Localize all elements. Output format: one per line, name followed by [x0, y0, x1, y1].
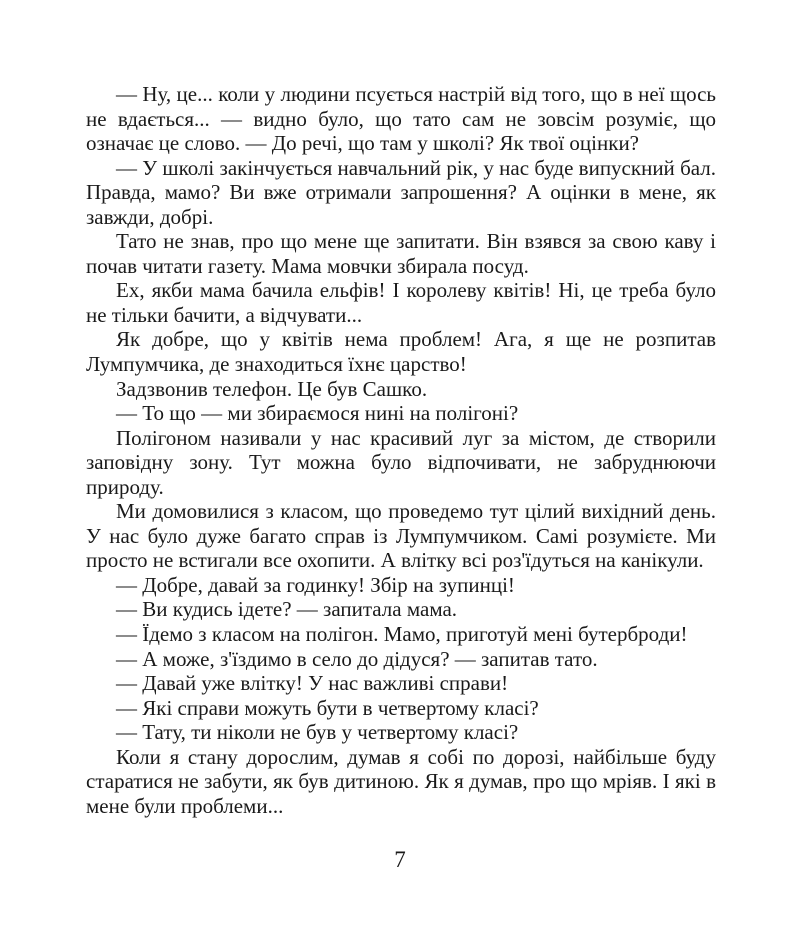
paragraph: — Давай уже влітку! У нас важливі справи! — [116, 671, 509, 696]
paragraph: — У школі закінчується навчальний рік, у нас буде випускний бал. Правда, мамо? Ви вже отримали запрошення? А оцінки в мене, як завжди, добрі. — [86, 155, 716, 229]
paragraph: Ех, якби мама бачила ельфів! І королеву квітів! Ні, це треба було не тільки бачити, а відчувати... — [86, 278, 716, 327]
paragraph: — Їдемо з класом на полігон. Мамо, приготуй мені бутерброди! — [116, 622, 688, 647]
paragraph: — То що — ми збираємося нині на полігоні? — [116, 401, 519, 426]
paragraph: — Ви кудись ідете? — запитала мама. — [116, 597, 458, 622]
paragraph: Як добре, що у квітів нема проблем! Ага, я ще не розпитав Лумпумчика, де знаходиться їхнє царство! — [86, 327, 716, 377]
paragraph: — А може, з'їздимо в село до дідуся? — запитав тато. — [116, 646, 598, 671]
paragraph: Ми домовилися з класом, що проведемо тут цілий вихідний день. У нас було дуже багато справ із Лумпумчиком. Самі розумієте. Ми просто не встигали все охопити. А влітку всі роз'їдуться на канікули. — [86, 499, 716, 573]
paragraph: Полігоном називали у нас красивий луг за містом, де створили заповідну зону. Тут можна було відпочивати, не забруднюючи природу. — [86, 425, 716, 499]
paragraph: Коли я стану дорослим, думав я собі по дорозі, найбільше буду старатися не забути, як був дитиною. Як я думав, про що мріяв. І які в мене були проблеми... — [86, 744, 716, 818]
paragraph: — Які справи можуть бути в четвертому класі? — [116, 695, 539, 720]
page-body-text — [86, 82, 716, 818]
paragraph: Задзвонив телефон. Це був Сашко. — [116, 376, 428, 401]
paragraph: Тато не знав, про що мене ще запитати. Він взявся за свою каву і почав читати газету. Мама мовчки збирала посуд. — [86, 229, 716, 278]
page-number: 7 — [394, 847, 406, 872]
paragraph: — Тату, ти ніколи не був у четвертому класі? — [116, 720, 519, 745]
paragraph: — Добре, давай за годинку! Збір на зупинці! — [116, 572, 515, 597]
paragraph: — Ну, це... коли у людини псується настрій від того, що в неї щось не вдається... — видно було, що тато сам не зовсім розуміє, що означає це слово. — До речі, що там у школі? Як твої оцінки? — [86, 82, 716, 156]
